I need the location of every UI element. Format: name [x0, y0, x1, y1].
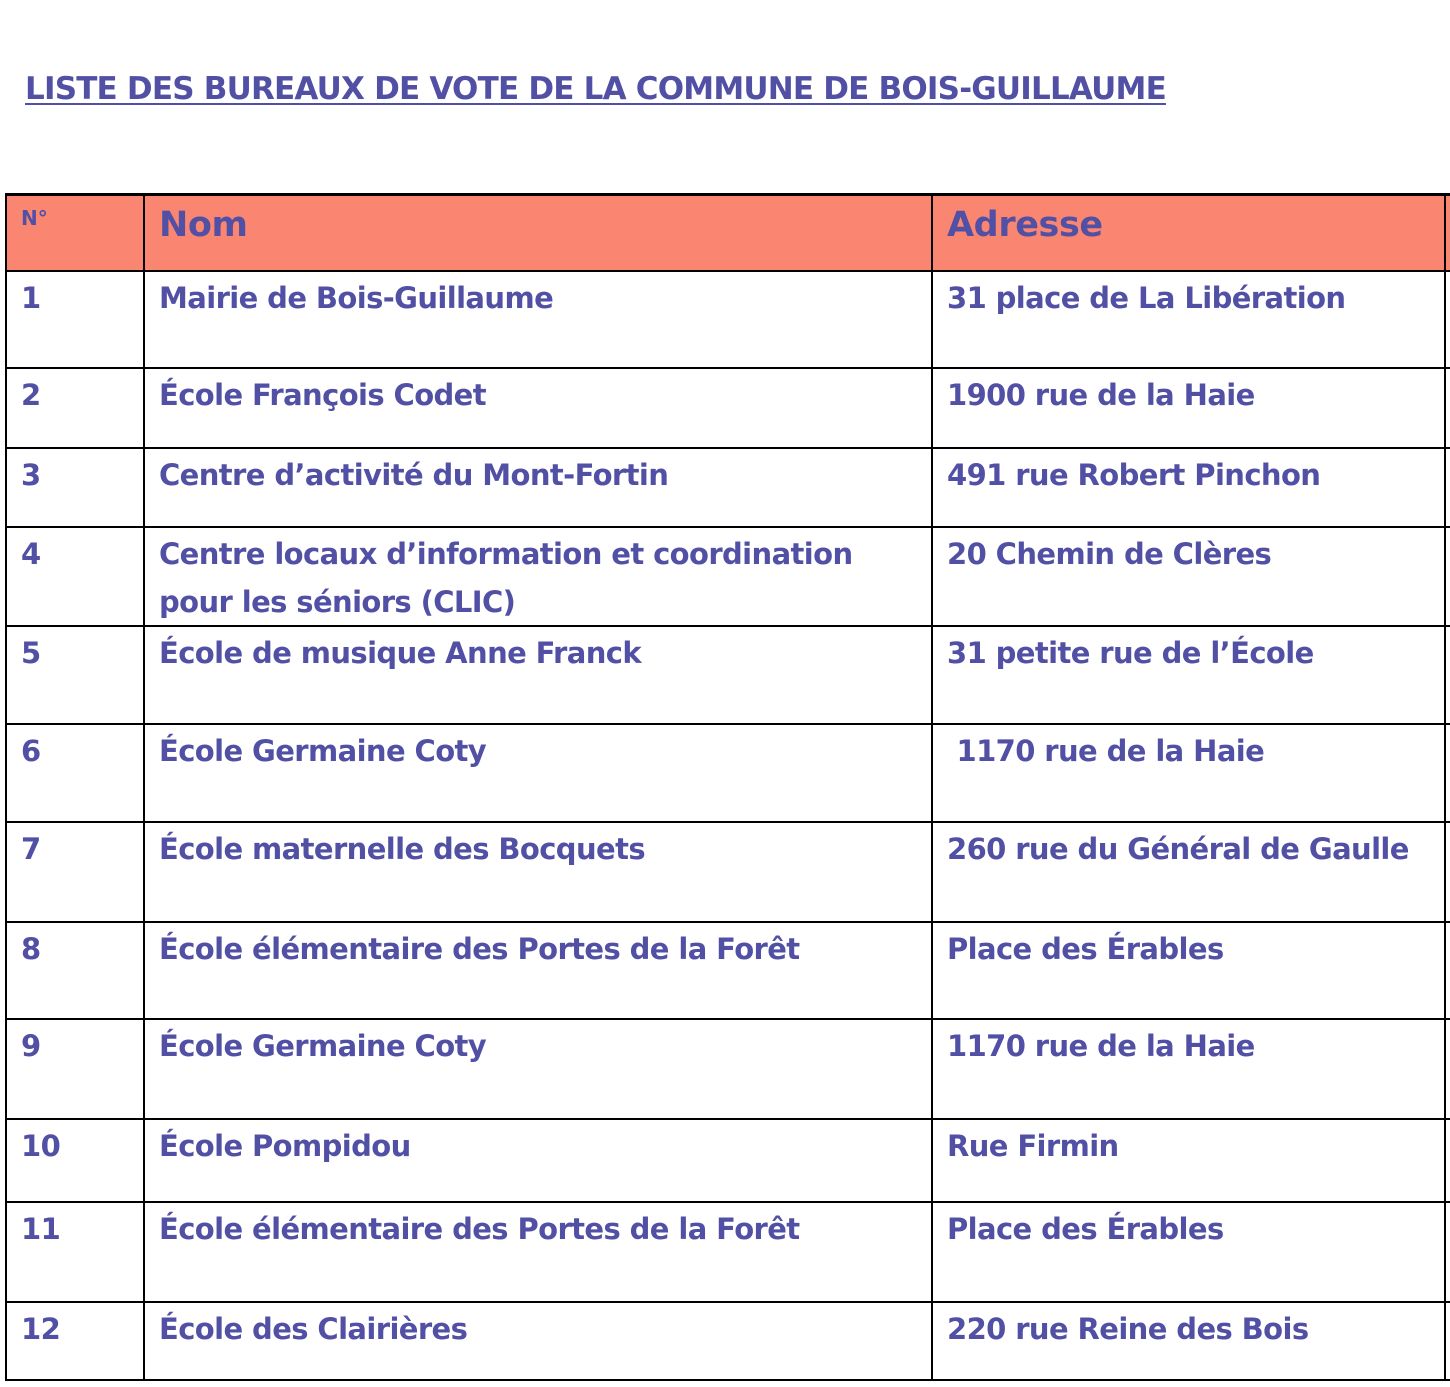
- header-address: Adresse: [933, 196, 1446, 270]
- table-row: [7, 1303, 1450, 1379]
- row-name: École maternelle des Bocquets: [145, 823, 933, 921]
- table-row: [7, 1120, 1450, 1203]
- row-name: École Pompidou: [145, 1120, 933, 1201]
- row-name: Centre locaux d’information et coordination pour les séniors (CLIC): [145, 528, 933, 625]
- table-row: [7, 528, 1450, 627]
- row-name: École des Clairières: [145, 1303, 933, 1379]
- row-address: 491 rue Robert Pinchon: [933, 449, 1446, 526]
- table-row: [7, 272, 1450, 369]
- table-row: [7, 627, 1450, 725]
- row-num: 11: [7, 1203, 145, 1301]
- row-address: 1170 rue de la Haie: [933, 1020, 1446, 1118]
- table-row: [7, 923, 1450, 1020]
- row-num: 9: [7, 1020, 145, 1118]
- row-num: 8: [7, 923, 145, 1018]
- row-num: 7: [7, 823, 145, 921]
- row-address: Place des Érables: [933, 1203, 1446, 1301]
- table-row: [7, 1203, 1450, 1303]
- header-name: Nom: [145, 196, 933, 270]
- row-address: 1900 rue de la Haie: [933, 369, 1446, 447]
- table-header-row: [7, 196, 1450, 272]
- row-name: École élémentaire des Portes de la Forêt: [145, 1203, 933, 1301]
- row-name: Mairie de Bois-Guillaume: [145, 272, 933, 367]
- row-num: 12: [7, 1303, 145, 1379]
- table-row: [7, 725, 1450, 823]
- page-title: LISTE DES BUREAUX DE VOTE DE LA COMMUNE DE BOIS-GUILLAUME: [25, 71, 1166, 107]
- row-name: École de musique Anne Franck: [145, 627, 933, 723]
- row-num: 2: [7, 369, 145, 447]
- row-address: 20 Chemin de Clères: [933, 528, 1446, 625]
- row-address: 1170 rue de la Haie: [933, 725, 1446, 821]
- row-name: Centre d’activité du Mont-Fortin: [145, 449, 933, 526]
- table-row: [7, 823, 1450, 923]
- row-address: Rue Firmin: [933, 1120, 1446, 1201]
- row-name: École Germaine Coty: [145, 1020, 933, 1118]
- row-address: 220 rue Reine des Bois: [933, 1303, 1446, 1379]
- table-row: [7, 369, 1450, 449]
- row-name: École Germaine Coty: [145, 725, 933, 821]
- row-address: Place des Érables: [933, 923, 1446, 1018]
- polling-stations-table: [5, 193, 1450, 1381]
- row-name: École élémentaire des Portes de la Forêt: [145, 923, 933, 1018]
- row-num: 4: [7, 528, 145, 625]
- header-num: N°: [7, 196, 145, 270]
- row-address: 260 rue du Général de Gaulle: [933, 823, 1446, 921]
- row-num: 3: [7, 449, 145, 526]
- row-num: 10: [7, 1120, 145, 1201]
- row-address: 31 place de La Libération: [933, 272, 1446, 367]
- row-num: 6: [7, 725, 145, 821]
- row-address: 31 petite rue de l’École: [933, 627, 1446, 723]
- table-row: [7, 449, 1450, 528]
- table-row: [7, 1020, 1450, 1120]
- row-num: 5: [7, 627, 145, 723]
- row-name: École François Codet: [145, 369, 933, 447]
- row-num: 1: [7, 272, 145, 367]
